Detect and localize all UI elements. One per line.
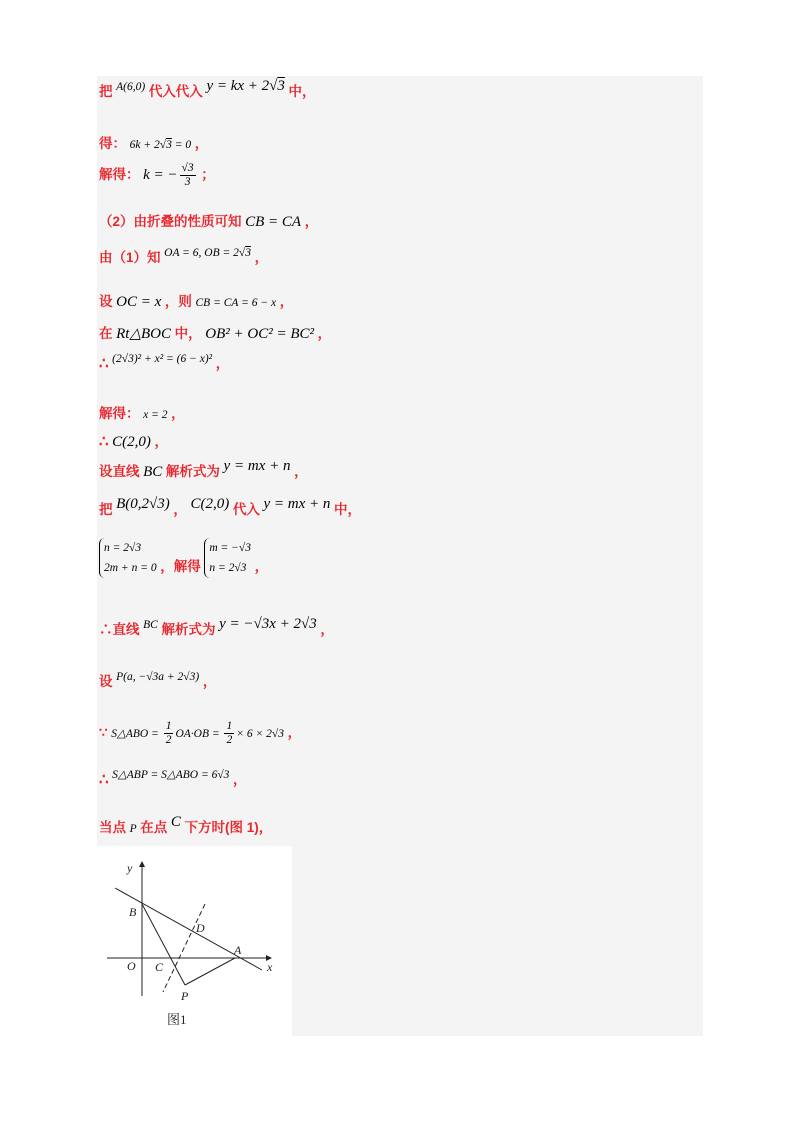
dashed-line — [163, 904, 205, 992]
line-pythagoras-substituted: ∴ (2√3)² + x² = (6 − x)² ， — [99, 353, 230, 372]
fraction-k: $\frac{√3}{3}$ — [181, 162, 194, 188]
line-area-abo: ∵ S△ABO = $\frac{1}{2}$ OA·OB = $\frac{1}{2}$ × 6 × 2√3 ， — [99, 720, 302, 746]
equation-system: n = 2√3 2m + n = 0 — [99, 538, 157, 578]
label-b: B — [129, 905, 137, 919]
label-d: D — [196, 921, 205, 935]
line-system-solution: n = 2√3 2m + n = 0 ，解得 m = −√3 n = 2√3 ， — [99, 538, 268, 578]
line-area-abp: ∴ S△ABP = S△ABO = 6√3 ， — [99, 769, 247, 788]
label-c: C — [155, 960, 164, 974]
geometry-diagram — [97, 846, 292, 1036]
line-point-c: ∴ C(2,0) ， — [99, 433, 169, 450]
solution-system: m = −√3 n = 2√3 — [204, 538, 251, 578]
line-known-lengths: 由（1）知 OA = 6, OB = 2√3 ， — [99, 247, 269, 265]
figure-1 — [97, 846, 292, 1036]
line-fold-property: （2）由折叠的性质可知 CB = CA ， — [99, 214, 319, 230]
line-let-bc: 设直线 BC 解析式为 y = mx + n ， — [99, 458, 308, 480]
label-x: x — [267, 960, 273, 974]
label-a: A — [234, 943, 242, 957]
line-case-below-c: 当点 P 在点 C 下方时(图 1)， — [99, 814, 273, 835]
line-substitute-a: 把 A(6,0) 代入代入 y = kx + 2√3 中， — [99, 78, 316, 99]
segment-bp — [142, 904, 185, 985]
label-o: O — [127, 959, 136, 973]
label-p: P — [181, 989, 189, 1003]
line-let-p: 设 P(a, −√3a + 2√3) ， — [99, 671, 217, 689]
line-bc-result: ∴直线 BC 解析式为 y = −√3x + 2√3 ， — [99, 616, 334, 637]
line-substitute-bc: 把 B(0,2√3) ， C(2,0) 代入 y = mx + n 中， — [99, 496, 362, 517]
figure-caption: 图1 — [167, 1012, 187, 1027]
line-let-oc: 设 OC = x ，则 CB = CA = 6 − x ， — [99, 294, 294, 310]
line-pythagoras: 在 Rt△BOC 中， OB² + OC² = BC² ， — [99, 326, 332, 342]
label-y: y — [127, 861, 133, 875]
segment-pa — [185, 958, 235, 985]
line-solve-x: 解得： x = 2 ， — [99, 406, 185, 421]
line-solve-k: 解得： k = − $\frac{√3}{3}$ ； — [99, 162, 215, 188]
line-equation-k: 得： 6k + 2√3 = 0 ， — [99, 136, 209, 151]
